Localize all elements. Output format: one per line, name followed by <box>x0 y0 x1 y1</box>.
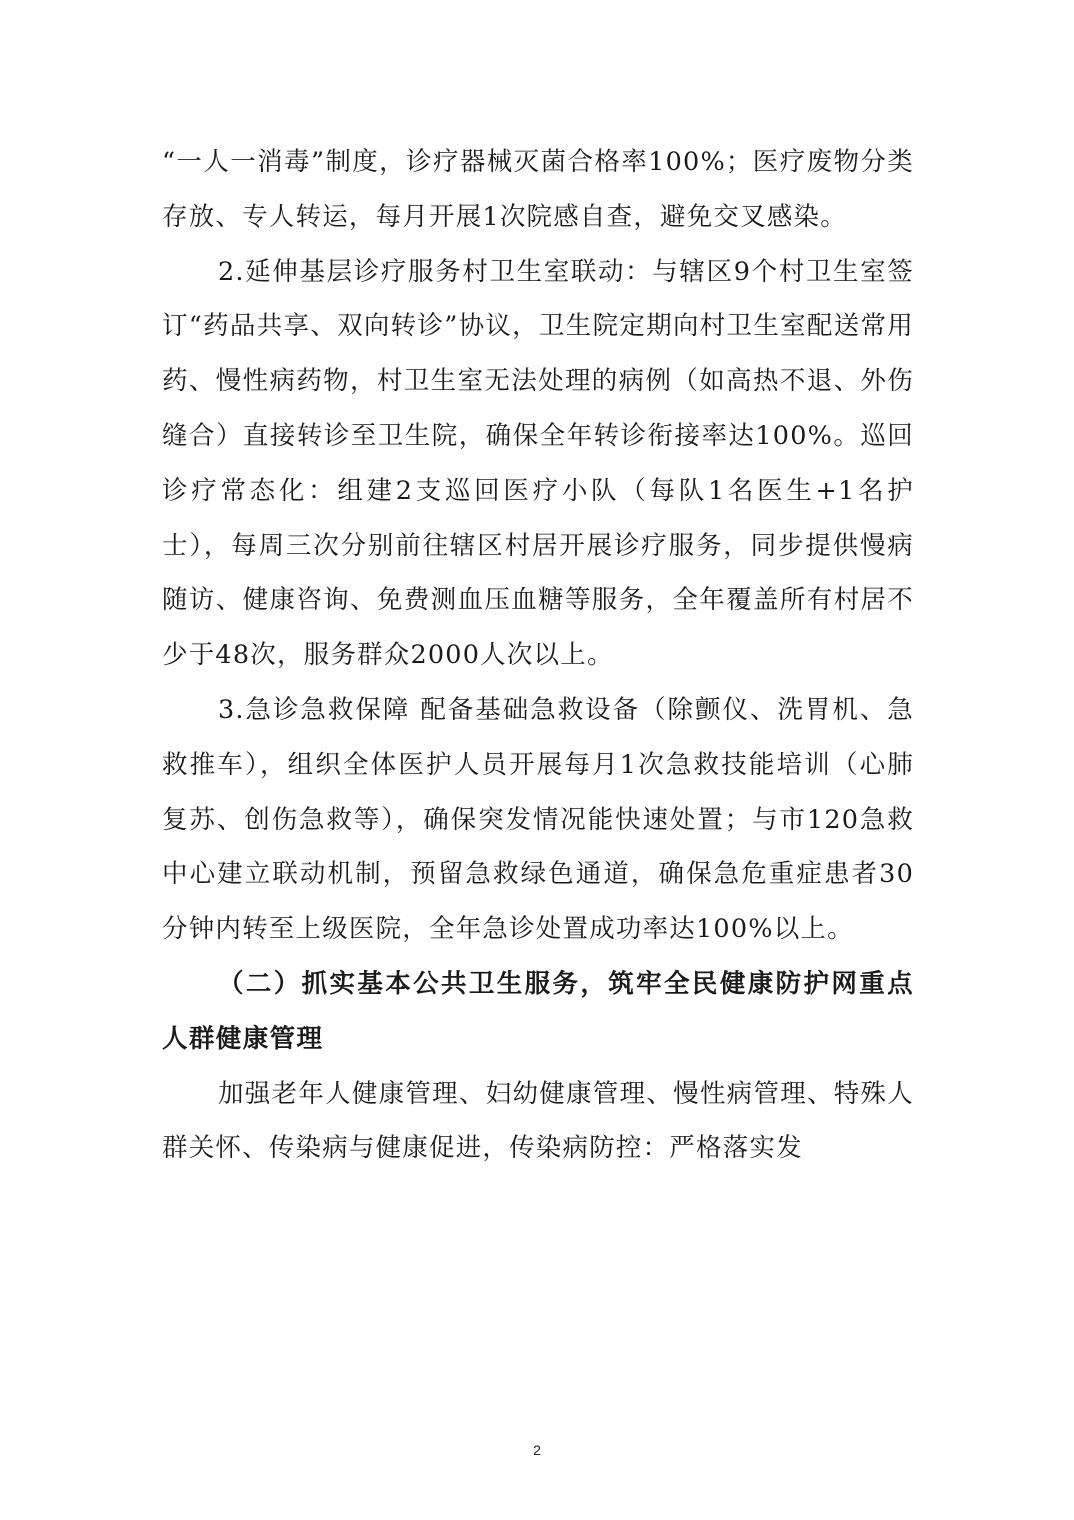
paragraph-item-3-emergency: 3.急诊急救保障 配备基础急救设备（除颤仪、洗胃机、急救推车），组织全体医护人员开展每月1次急救技能培训（心肺复苏、创伤急救等），确保突发情况能快速处置；与市120急救中心建立联动机制，预留急救绿色通道，确保急危重症患者30分钟内转至上级医院，全年急诊处置成功率达100%以上。 <box>162 694 914 945</box>
paragraph-continuation: “一人一消毒”制度，诊疗器械灭菌合格率100%；医疗废物分类存放、专人转运，每月开展1次院感自查，避免交叉感染。 <box>162 147 914 232</box>
paragraph-item-2-primary-care: 2.延伸基层诊疗服务村卫生室联动：与辖区9个村卫生室签订“药品共享、双向转诊”协议，卫生院定期向村卫生室配送常用药、慢性病药物，村卫生室无法处理的病例（如高热不退、外伤缝合）直接转诊至卫生院，确保全年转诊衔接率达100%。巡回诊疗常态化：组建2支巡回医疗小队（每队1名医生+1名护士），每周三次分别前往辖区村居开展诊疗服务，同步提供慢病随访、健康咨询、免费测血压血糖等服务，全年覆盖所有村居不少于48次，服务群众2000人次以上。 <box>162 256 914 671</box>
section-heading-public-health: （二）抓实基本公共卫生服务，筑牢全民健康防护网重点人群健康管理 <box>162 968 914 1054</box>
paragraph-health-management: 加强老年人健康管理、妇幼健康管理、慢性病管理、特殊人群关怀、传染病与健康促进，传染病防控：严格落实发 <box>162 1078 914 1164</box>
document-body <box>162 135 914 1176</box>
page-number: 2 <box>533 1442 541 1458</box>
